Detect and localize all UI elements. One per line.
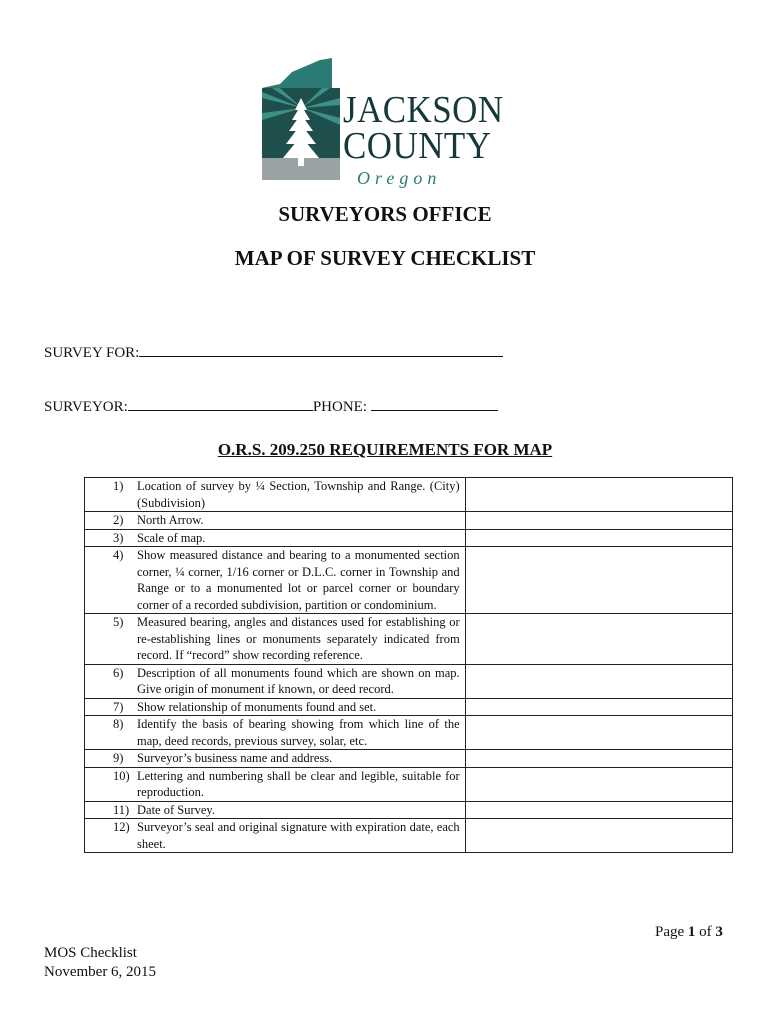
checklist-item-text: Date of Survey.: [137, 802, 215, 817]
office-title: SURVEYORS OFFICE: [278, 202, 492, 226]
checklist-item: [85, 529, 466, 547]
checklist-item: [85, 512, 466, 530]
checklist-title: MAP OF SURVEY CHECKLIST: [234, 246, 536, 270]
checklist-item: [85, 478, 466, 512]
checklist-row: [85, 801, 733, 819]
footer-doc-name: MOS Checklist: [44, 945, 137, 961]
page-indicator: [655, 924, 723, 941]
checklist-item-number: 11): [113, 802, 130, 817]
checklist-item-number: 8): [113, 717, 124, 731]
surveyor-blank[interactable]: [128, 396, 313, 411]
phone-label: PHONE:: [312, 399, 367, 415]
checklist-check-cell[interactable]: [465, 512, 732, 530]
checklist-row: [85, 478, 733, 512]
checklist-check-cell[interactable]: [465, 547, 732, 614]
checklist-row: [85, 716, 733, 750]
checklist-item-number: 1): [113, 479, 124, 493]
survey-for-blank[interactable]: [139, 342, 503, 357]
checklist-check-cell[interactable]: [465, 529, 732, 547]
checklist-item-text: Location of survey by ¼ Section, Township and Range. (City) (Subdivision): [137, 479, 460, 510]
checklist-item-number: 3): [113, 530, 124, 545]
checklist-row: [85, 767, 733, 801]
checklist-check-cell[interactable]: [465, 801, 732, 819]
phone-blank[interactable]: [371, 396, 498, 411]
checklist-check-cell[interactable]: [465, 664, 732, 698]
logo-line-jackson: JACKSON: [343, 89, 504, 131]
checklist-check-cell[interactable]: [465, 614, 732, 665]
checklist-row: [85, 547, 733, 614]
checklist-check-cell[interactable]: [465, 750, 732, 768]
checklist-item: [85, 819, 466, 853]
checklist-item-text: Measured bearing, angles and distances used for establishing or re-establishing lines or monuments separately indicated from record. If “record” show recording reference.: [137, 615, 460, 662]
surveyor-field: [44, 396, 498, 416]
checklist-item-text: Description of all monuments found which are shown on map. Give origin of monument if known, or deed record.: [137, 665, 460, 696]
checklist-item-text: Show relationship of monuments found and set.: [137, 699, 377, 714]
checklist-check-cell[interactable]: [465, 716, 732, 750]
checklist-check-cell[interactable]: [465, 478, 732, 512]
checklist-item-text: North Arrow.: [137, 513, 204, 527]
survey-for-label: SURVEY FOR:: [44, 345, 140, 361]
checklist-item-text: Surveyor’s business name and address.: [137, 751, 333, 765]
checklist-item-text: Scale of map.: [137, 530, 206, 545]
checklist-row: [85, 819, 733, 853]
logo-line-oregon: Oregon: [357, 168, 442, 188]
checklist-item: [85, 767, 466, 801]
checklist-item: [85, 547, 466, 614]
survey-for-field: [44, 342, 503, 362]
checklist-check-cell[interactable]: [465, 698, 732, 716]
checklist-item: [85, 801, 466, 819]
page-total: 3: [715, 924, 723, 940]
checklist-item: [85, 698, 466, 716]
checklist-item-number: 4): [113, 548, 124, 562]
checklist-item-number: 2): [113, 513, 124, 527]
checklist-check-cell[interactable]: [465, 767, 732, 801]
checklist-item-number: 5): [113, 615, 124, 629]
checklist-row: [85, 750, 733, 768]
checklist-row: [85, 698, 733, 716]
checklist-item-text: Lettering and numbering shall be clear and legible, suitable for reproduction.: [137, 768, 460, 799]
checklist-item-text: Identify the basis of bearing showing from which line of the map, deed records, previous survey, solar, etc.: [137, 717, 460, 748]
page-current: 1: [687, 924, 696, 940]
logo-line-county: COUNTY: [343, 125, 492, 167]
checklist-item-number: 12): [113, 820, 130, 834]
requirements-heading: O.R.S. 209.250 REQUIREMENTS FOR MAP: [217, 440, 553, 459]
surveyor-label: SURVEYOR:: [44, 399, 128, 415]
checklist-item: [85, 614, 466, 665]
checklist-row: [85, 512, 733, 530]
checklist-item: [85, 750, 466, 768]
checklist-check-cell[interactable]: [465, 819, 732, 853]
checklist-item-text: Surveyor’s seal and original signature with expiration date, each sheet.: [137, 820, 460, 851]
checklist-item: [85, 716, 466, 750]
checklist-item-text: Show measured distance and bearing to a monumented section corner, ¼ corner, 1/16 corner or D.L.C. corner in Township and Range or to a monumented lot or parcel corner or boundary corner of a recorded subdivision, partition or condominium.: [137, 548, 460, 612]
page-of: of: [699, 924, 712, 940]
footer-date: November 6, 2015: [44, 964, 157, 980]
requirements-table: [84, 477, 733, 853]
logo-wordmark: [343, 89, 518, 189]
checklist-item: [85, 664, 466, 698]
footer: [44, 944, 156, 982]
checklist-item-number: 9): [113, 751, 124, 765]
page-label: Page: [655, 924, 685, 940]
checklist-row: [85, 529, 733, 547]
checklist-item-number: 10): [113, 768, 130, 783]
checklist-item-number: 6): [113, 665, 124, 680]
checklist-row: [85, 664, 733, 698]
checklist-item-number: 7): [113, 699, 124, 714]
checklist-row: [85, 614, 733, 665]
